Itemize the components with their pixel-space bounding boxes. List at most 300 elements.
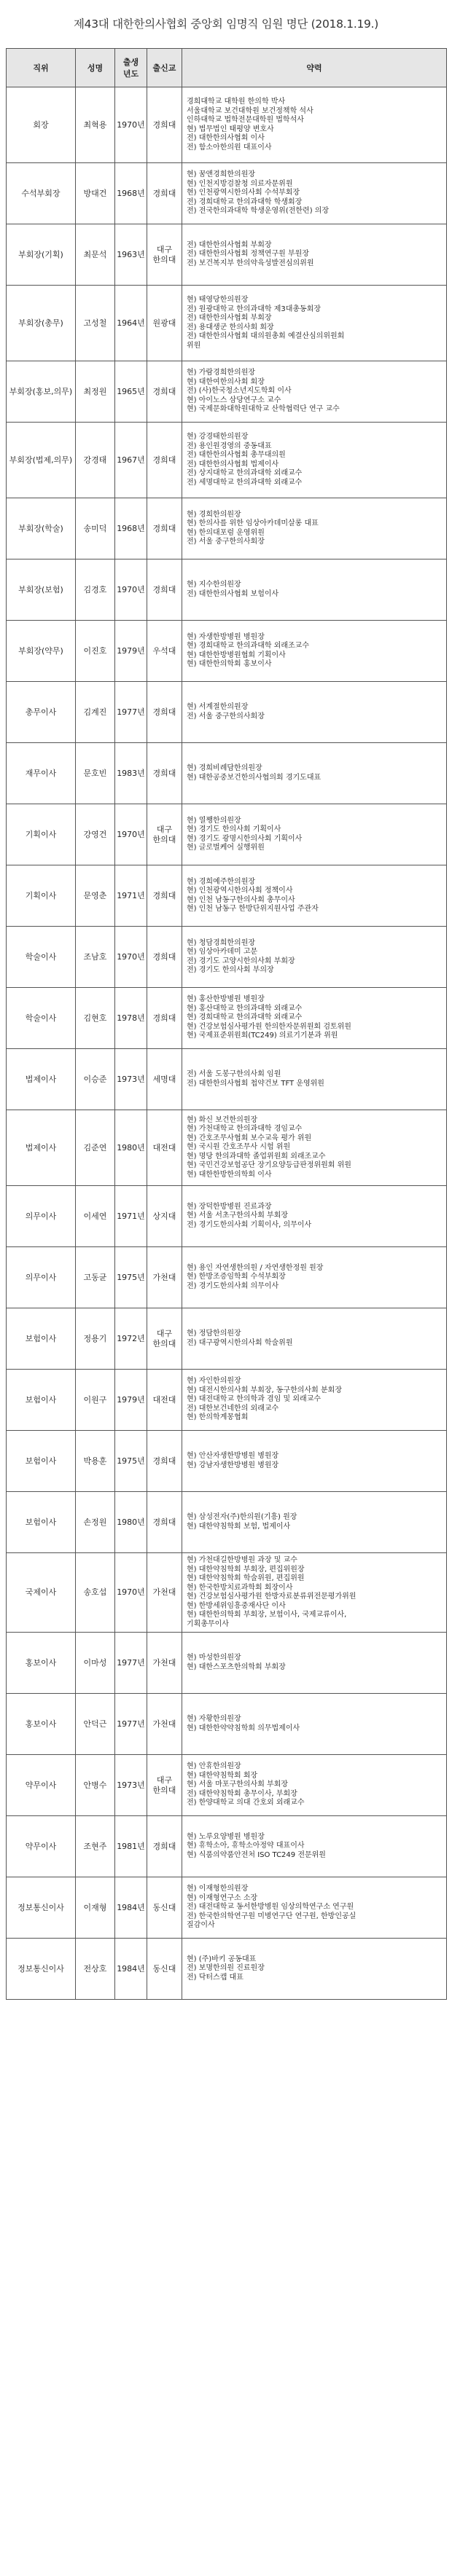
career-line: 현) 가천대학교 한의과대학 경임교수 bbox=[187, 1125, 303, 1134]
cell-career bbox=[182, 865, 447, 927]
career-line: 현) (주)바키 공동대표 bbox=[187, 1955, 257, 1963]
officers-table bbox=[6, 48, 447, 2000]
career-line: 현) 국민건강보험공단 장기요양등급판정위원회 위원 bbox=[187, 1161, 351, 1170]
cell-birth-year: 1971년 bbox=[115, 865, 147, 927]
career-line: 현) 경희예주한의원장 bbox=[187, 877, 256, 886]
table-row bbox=[7, 682, 447, 743]
career-line: 현) 서울 서초구한의사회 부회장 bbox=[187, 1212, 289, 1220]
career-line: 현) 경희대학교 한의과대학 외래조교수 bbox=[187, 642, 309, 650]
cell-name: 최문석 bbox=[76, 224, 115, 286]
cell-name: 강영건 bbox=[76, 804, 115, 865]
cell-position: 부회장(약무) bbox=[7, 621, 76, 682]
career-line: 현) 대한약침학회 보험, 법제이사 bbox=[187, 1522, 291, 1531]
cell-career bbox=[182, 1694, 447, 1755]
cell-name: 고성철 bbox=[76, 286, 115, 361]
cell-position: 정보통신이사 bbox=[7, 1877, 76, 1939]
cell-position: 정보통신이사 bbox=[7, 1939, 76, 2000]
career-line: 전) 대한보건네한의 외래교수 bbox=[187, 1404, 279, 1413]
cell-career bbox=[182, 1186, 447, 1247]
cell-name: 정용기 bbox=[76, 1308, 115, 1370]
career-line: 현) 대한한의학회 부회장, 보험이사, 국제교류이사, bbox=[187, 1611, 347, 1619]
career-line: 전) 대전대학교 동서한방병원 임상의학연구소 연구원 bbox=[187, 1903, 354, 1912]
cell-career bbox=[182, 1755, 447, 1816]
career-line: 현) 건강보험심사평가원 한의한자문위원회 검토위원 bbox=[187, 1022, 351, 1031]
cell-career bbox=[182, 361, 447, 423]
cell-birth-year: 1970년 bbox=[115, 1553, 147, 1633]
cell-career bbox=[182, 423, 447, 498]
career-line: 전) 서울 도봉구한의사회 임원 bbox=[187, 1070, 281, 1078]
career-line: 현) 식품의약품안전처 ISO TC249 전문위원 bbox=[187, 1850, 326, 1859]
career-line: 경희대학교 대학원 한의학 박사 bbox=[187, 98, 286, 106]
career-line: 전) 전국한의과대학 학생운영위(전한련) 의장 bbox=[187, 207, 330, 216]
career-line: 현) 글로벌케어 실행위원 bbox=[187, 844, 265, 852]
career-line: 현) 대한여한의사회 회장 bbox=[187, 377, 265, 386]
cell-position: 약무이사 bbox=[7, 1816, 76, 1877]
cell-position: 부회장(학술) bbox=[7, 498, 76, 559]
cell-position: 의무이사 bbox=[7, 1247, 76, 1308]
cell-career bbox=[182, 163, 447, 224]
career-line: 현) 가람경희한의원장 bbox=[187, 369, 256, 377]
cell-birth-year: 1979년 bbox=[115, 621, 147, 682]
career-line: 현) 건강보험심사평가원 한방자료분류위전문평가위원 bbox=[187, 1593, 356, 1601]
cell-birth-year: 1977년 bbox=[115, 1633, 147, 1694]
career-line: 현) 홍산대학교 한의과대학 외래교수 bbox=[187, 1004, 303, 1013]
career-line: 전) 원광대학교 한의과대학 제3대총동회장 bbox=[187, 305, 322, 313]
career-line: 현) 서울 마포구한의사회 부회장 bbox=[187, 1780, 289, 1789]
career-line: 전) 경기도한의사회 의무이사 bbox=[187, 1281, 279, 1290]
career-line: 현) 임상아카데미 고문 bbox=[187, 948, 258, 956]
career-line: 현) 한의학계몽협회 bbox=[187, 1413, 249, 1422]
table-row bbox=[7, 1186, 447, 1247]
table-row bbox=[7, 1049, 447, 1110]
career-line: 전) 대구광역시한의사회 학술위원 bbox=[187, 1338, 293, 1347]
cell-career bbox=[182, 1247, 447, 1308]
career-line: 전) 한국한의학연구원 미병연구단 연구원, 한방인공실 bbox=[187, 1912, 356, 1920]
table-row bbox=[7, 621, 447, 682]
career-line: 전) 상지대학교 한의과대학 외래교수 bbox=[187, 469, 303, 477]
cell-school: 경희대 bbox=[147, 1816, 182, 1877]
career-line: 인하대학교 법학전문대학원 법학석사 bbox=[187, 116, 304, 124]
career-line: 전) 용인원경영의 중동대표 bbox=[187, 441, 272, 450]
cell-career bbox=[182, 1308, 447, 1370]
cell-school: 대구 한의대 bbox=[147, 804, 182, 865]
cell-name: 송호섭 bbox=[76, 1553, 115, 1633]
career-line: 현) 국제문화대학원대학교 산학협력단 연구 교수 bbox=[187, 405, 340, 414]
career-line: 현) 경기도 광명시한의사회 기획이사 bbox=[187, 834, 303, 843]
career-line: 전) 대한한의사협회 부회장 bbox=[187, 314, 272, 322]
career-line: 현) 꿈앤경희한의원장 bbox=[187, 170, 256, 179]
cell-position: 회장 bbox=[7, 87, 76, 163]
page-title: 제43대 대한한의사협회 중앙회 임명직 임원 명단 (2018.1.19.) bbox=[74, 17, 378, 31]
table-row bbox=[7, 865, 447, 927]
table-row bbox=[7, 1370, 447, 1431]
career-line: 전) 대한한의사협회 법제이사 bbox=[187, 460, 279, 468]
table-row bbox=[7, 224, 447, 286]
cell-birth-year: 1968년 bbox=[115, 163, 147, 224]
cell-birth-year: 1964년 bbox=[115, 286, 147, 361]
cell-school: 경희대 bbox=[147, 361, 182, 423]
career-line: 현) 대전대학교 한의학과 겸임 및 외래교수 bbox=[187, 1395, 322, 1404]
career-line: 현) 대한약침학회 학술위원, 편집위원 bbox=[187, 1574, 305, 1582]
cell-name: 고동균 bbox=[76, 1247, 115, 1308]
cell-name: 김준연 bbox=[76, 1110, 115, 1186]
career-line: 현) 인천지방검찰청 의료자문위원 bbox=[187, 179, 293, 188]
career-line: 현) 자인한의원장 bbox=[187, 1377, 241, 1386]
career-line: 현) 경희한의원장 bbox=[187, 510, 241, 519]
cell-career bbox=[182, 743, 447, 804]
cell-school: 동신대 bbox=[147, 1939, 182, 2000]
table-row bbox=[7, 163, 447, 224]
cell-position: 보험이사 bbox=[7, 1370, 76, 1431]
cell-name: 전상호 bbox=[76, 1939, 115, 2000]
career-line: 현) 자생한방병원 병원장 bbox=[187, 632, 265, 641]
career-line: 현) 노루요양병원 병원장 bbox=[187, 1832, 265, 1841]
cell-birth-year: 1968년 bbox=[115, 498, 147, 559]
cell-position: 학술이사 bbox=[7, 988, 76, 1049]
career-line: 현) 이재형연구소 소장 bbox=[187, 1893, 258, 1902]
cell-position: 법제이사 bbox=[7, 1110, 76, 1186]
table-row bbox=[7, 1816, 447, 1877]
cell-name: 김계진 bbox=[76, 682, 115, 743]
career-line: 현) 대한한의학회 홍보이사 bbox=[187, 660, 272, 668]
cell-birth-year: 1970년 bbox=[115, 804, 147, 865]
career-line: 현) 경희대학교 한의과대학 외래교수 bbox=[187, 1013, 303, 1022]
cell-birth-year: 1970년 bbox=[115, 927, 147, 988]
cell-position: 법제이사 bbox=[7, 1049, 76, 1110]
career-line: 현) 인천광역시한의사회 수석부회장 bbox=[187, 189, 300, 197]
career-line: 현) 한의사를 위한 임상아카데미살롱 대표 bbox=[187, 519, 319, 527]
cell-school: 가천대 bbox=[147, 1247, 182, 1308]
cell-birth-year: 1963년 bbox=[115, 224, 147, 286]
cell-birth-year: 1980년 bbox=[115, 1492, 147, 1553]
table-row bbox=[7, 1492, 447, 1553]
table-row bbox=[7, 1633, 447, 1694]
cell-school: 원광대 bbox=[147, 286, 182, 361]
cell-birth-year: 1980년 bbox=[115, 1110, 147, 1186]
cell-name: 안덕근 bbox=[76, 1694, 115, 1755]
cell-birth-year: 1971년 bbox=[115, 1186, 147, 1247]
career-line: 현) 용인 자연생한의원 / 자연생한정원 원장 bbox=[187, 1263, 324, 1272]
career-line: 전) 서울 중구한의사회장 bbox=[187, 712, 265, 720]
career-line: 현) 정담한의원장 bbox=[187, 1330, 241, 1338]
cell-name: 문영춘 bbox=[76, 865, 115, 927]
header-name: 성명 bbox=[76, 49, 115, 87]
cell-birth-year: 1970년 bbox=[115, 87, 147, 163]
cell-school: 우석대 bbox=[147, 621, 182, 682]
cell-position: 기획이사 bbox=[7, 865, 76, 927]
table-row bbox=[7, 286, 447, 361]
cell-position: 부회장(홍보,의무) bbox=[7, 361, 76, 423]
career-line: 전) 서울 중구한의사회장 bbox=[187, 538, 265, 546]
career-line: 전) 경기도한의사회 기획이사, 의무이사 bbox=[187, 1220, 312, 1229]
cell-name: 강경태 bbox=[76, 423, 115, 498]
career-line: 전) 대한한의사협회 총무대의원 bbox=[187, 451, 286, 459]
cell-career bbox=[182, 1816, 447, 1877]
cell-career bbox=[182, 286, 447, 361]
career-line: 전) 보건복지부 한의약육성발전심의위원 bbox=[187, 259, 314, 267]
table-row bbox=[7, 423, 447, 498]
cell-position: 학술이사 bbox=[7, 927, 76, 988]
table-row bbox=[7, 361, 447, 423]
career-line: 전) 대한한의사협회 첩약건보 TFT 운영위원 bbox=[187, 1079, 324, 1088]
career-line: 현) 국제표준위원회(TC249) 의료기기분과 위원 bbox=[187, 1032, 338, 1040]
cell-career bbox=[182, 988, 447, 1049]
cell-name: 김현호 bbox=[76, 988, 115, 1049]
cell-birth-year: 1970년 bbox=[115, 559, 147, 621]
cell-birth-year: 1972년 bbox=[115, 1308, 147, 1370]
table-row bbox=[7, 927, 447, 988]
cell-birth-year: 1979년 bbox=[115, 1370, 147, 1431]
cell-position: 기획이사 bbox=[7, 804, 76, 865]
career-line: 현) 경기도 한의사회 기획이사 bbox=[187, 825, 281, 833]
cell-position: 국제이사 bbox=[7, 1553, 76, 1633]
career-line: 전) 대한한의사협회 대의원총회 예결산심의위원회 bbox=[187, 332, 345, 340]
career-line: 위원 bbox=[187, 341, 201, 350]
career-line: 현) 법무법인 태평양 변호사 bbox=[187, 125, 274, 133]
cell-career bbox=[182, 559, 447, 621]
cell-name: 이재형 bbox=[76, 1877, 115, 1939]
career-line: 현) 인천광역시한의사회 정책이사 bbox=[187, 887, 293, 895]
cell-position: 수석부회장 bbox=[7, 163, 76, 224]
career-line: 현) 대한약침학회 부회장, 편집위원장 bbox=[187, 1565, 305, 1574]
cell-career bbox=[182, 1370, 447, 1431]
career-line: 기획총무이사 bbox=[187, 1619, 229, 1628]
cell-school: 상지대 bbox=[147, 1186, 182, 1247]
career-line: 현) 한국한방치료과학회 회장이사 bbox=[187, 1583, 293, 1592]
career-line: 전) 대한한의사협회 정책연구원 부원장 bbox=[187, 250, 309, 259]
career-line: 현) 서계절한의원장 bbox=[187, 703, 249, 711]
career-line: 현) 한방세위임흥중재사단 이사 bbox=[187, 1601, 286, 1610]
cell-position: 총무이사 bbox=[7, 682, 76, 743]
table-row bbox=[7, 1755, 447, 1816]
cell-career bbox=[182, 87, 447, 163]
cell-birth-year: 1973년 bbox=[115, 1049, 147, 1110]
career-line: 현) 대한스포츠한의학회 부회장 bbox=[187, 1662, 286, 1671]
career-line: 전) 함소아한의원 대표이사 bbox=[187, 143, 272, 152]
table-row bbox=[7, 498, 447, 559]
cell-school: 경희대 bbox=[147, 1492, 182, 1553]
career-line: 전) 세명대학교 한의과대학 외래교수 bbox=[187, 478, 303, 487]
cell-position: 홍보이사 bbox=[7, 1633, 76, 1694]
career-line: 현) 삼성전자(주)한의원(기흥) 원장 bbox=[187, 1513, 297, 1521]
cell-name: 김경호 bbox=[76, 559, 115, 621]
cell-school: 대구 한의대 bbox=[147, 1308, 182, 1370]
table-row bbox=[7, 804, 447, 865]
career-line: 현) 한의대포럼 운영위원 bbox=[187, 528, 265, 537]
cell-name: 방대건 bbox=[76, 163, 115, 224]
career-line: 서울대학교 보건대학원 보건정책학 석사 bbox=[187, 106, 313, 115]
cell-school: 경희대 bbox=[147, 743, 182, 804]
career-line: 현) 아이노스 삼당연구소 교수 bbox=[187, 396, 281, 404]
career-line: 현) 대한공중보건한의사협의회 경기도대표 bbox=[187, 773, 322, 782]
cell-birth-year: 1978년 bbox=[115, 988, 147, 1049]
career-line: 현) 가천대길한방병원 과장 및 교수 bbox=[187, 1556, 297, 1564]
cell-career bbox=[182, 1939, 447, 2000]
table-body bbox=[7, 87, 447, 2000]
career-line: 현) 대한한약약침학회 의무법제이사 bbox=[187, 1724, 300, 1732]
cell-birth-year: 1965년 bbox=[115, 361, 147, 423]
cell-name: 이원구 bbox=[76, 1370, 115, 1431]
cell-position: 보험이사 bbox=[7, 1492, 76, 1553]
career-line: 현) 강남자생한방병원 병원장 bbox=[187, 1461, 279, 1469]
header-birth-year: 출생 년도 bbox=[115, 49, 147, 87]
career-line: 전) 용대생군 한의사회 회장 bbox=[187, 323, 274, 331]
career-line: 현) 지수한의원장 bbox=[187, 581, 241, 589]
career-line: 현) 간호조무사협회 보수교육 평가 위원 bbox=[187, 1134, 312, 1142]
cell-school: 경희대 bbox=[147, 988, 182, 1049]
career-line: 전) 보명한의원 진료원장 bbox=[187, 1964, 265, 1973]
career-line: 현) 휴학소아, 휴학소아정약 대표이사 bbox=[187, 1842, 305, 1850]
cell-birth-year: 1977년 bbox=[115, 682, 147, 743]
cell-school: 대구 한의대 bbox=[147, 224, 182, 286]
cell-birth-year: 1983년 bbox=[115, 743, 147, 804]
career-line: 질감이사 bbox=[187, 1921, 215, 1930]
career-line: 전) (사)한국청소년지도학회 이사 bbox=[187, 387, 292, 396]
cell-name: 최정원 bbox=[76, 361, 115, 423]
career-line: 현) 안산자생한방병원 병원장 bbox=[187, 1452, 279, 1460]
career-line: 현) 강경태한의원장 bbox=[187, 433, 249, 441]
cell-career bbox=[182, 682, 447, 743]
cell-birth-year: 1984년 bbox=[115, 1939, 147, 2000]
cell-position: 약무이사 bbox=[7, 1755, 76, 1816]
cell-birth-year: 1967년 bbox=[115, 423, 147, 498]
cell-school: 경희대 bbox=[147, 1431, 182, 1492]
career-line: 현) 홍산한방병원 병원장 bbox=[187, 995, 265, 1004]
table-row bbox=[7, 1877, 447, 1939]
cell-name: 이마성 bbox=[76, 1633, 115, 1694]
cell-name: 안병수 bbox=[76, 1755, 115, 1816]
career-line: 현) 명당 한의과대학 졸업위원회 외래조교수 bbox=[187, 1152, 326, 1161]
career-line: 현) 화신 보건한의원장 bbox=[187, 1115, 258, 1124]
cell-name: 문호빈 bbox=[76, 743, 115, 804]
cell-school: 경희대 bbox=[147, 498, 182, 559]
cell-school: 경희대 bbox=[147, 865, 182, 927]
cell-career bbox=[182, 927, 447, 988]
cell-school: 경희대 bbox=[147, 559, 182, 621]
table-row bbox=[7, 87, 447, 163]
table-row bbox=[7, 743, 447, 804]
cell-school: 경희대 bbox=[147, 87, 182, 163]
cell-name: 조남호 bbox=[76, 927, 115, 988]
cell-position: 홍보이사 bbox=[7, 1694, 76, 1755]
cell-name: 박용훈 bbox=[76, 1431, 115, 1492]
career-line: 전) 경희대학교 한의과대학 학생회장 bbox=[187, 197, 303, 206]
career-line: 현) 한방조증임학회 수석부회장 bbox=[187, 1273, 286, 1281]
cell-name: 이승준 bbox=[76, 1049, 115, 1110]
cell-career bbox=[182, 498, 447, 559]
cell-career bbox=[182, 1110, 447, 1186]
career-line: 현) 안휴한의원장 bbox=[187, 1762, 241, 1771]
cell-career bbox=[182, 1877, 447, 1939]
cell-position: 부회장(기획) bbox=[7, 224, 76, 286]
cell-school: 경희대 bbox=[147, 163, 182, 224]
career-line: 현) 경희비례담한의원장 bbox=[187, 764, 262, 772]
cell-birth-year: 1975년 bbox=[115, 1247, 147, 1308]
cell-position: 부회장(보험) bbox=[7, 559, 76, 621]
cell-career bbox=[182, 804, 447, 865]
table-row bbox=[7, 1553, 447, 1633]
cell-birth-year: 1984년 bbox=[115, 1877, 147, 1939]
cell-name: 손정원 bbox=[76, 1492, 115, 1553]
header-career: 약력 bbox=[182, 49, 447, 87]
header-position: 직위 bbox=[7, 49, 76, 87]
career-line: 현) 마성한의원장 bbox=[187, 1654, 241, 1662]
cell-career bbox=[182, 1633, 447, 1694]
cell-career bbox=[182, 1049, 447, 1110]
career-line: 전) 대한한의사협회 보험이사 bbox=[187, 589, 279, 598]
table-row bbox=[7, 559, 447, 621]
cell-career bbox=[182, 1492, 447, 1553]
career-line: 현) 열쨍한의원장 bbox=[187, 816, 241, 825]
cell-school: 경희대 bbox=[147, 927, 182, 988]
table-row bbox=[7, 1110, 447, 1186]
career-line: 현) 태영당한의원장 bbox=[187, 296, 249, 304]
cell-career bbox=[182, 621, 447, 682]
cell-career bbox=[182, 1553, 447, 1633]
cell-school: 경희대 bbox=[147, 423, 182, 498]
career-line: 전) 경기도 한의사회 부의장 bbox=[187, 966, 274, 974]
career-line: 현) 자황한의원장 bbox=[187, 1715, 241, 1723]
table-row bbox=[7, 1308, 447, 1370]
career-line: 전) 대한한의사협회 이사 bbox=[187, 134, 265, 142]
career-line: 전) 닥터스캡 대표 bbox=[187, 1973, 243, 1982]
career-line: 전) 대한약침학회 총무이사, 부회장 bbox=[187, 1789, 297, 1798]
cell-career bbox=[182, 224, 447, 286]
table-row bbox=[7, 988, 447, 1049]
career-line: 현) 인천 남동구 한방단위지원사업 주관자 bbox=[187, 905, 319, 913]
career-line: 전) 경기도 고양시한의사회 부회장 bbox=[187, 957, 295, 965]
cell-position: 부회장(법제,의무) bbox=[7, 423, 76, 498]
cell-school: 세명대 bbox=[147, 1049, 182, 1110]
table-header-row bbox=[7, 49, 447, 87]
cell-school: 동신대 bbox=[147, 1877, 182, 1939]
career-line: 현) 국시원 간호조무사 시험 위원 bbox=[187, 1143, 291, 1152]
cell-position: 보험이사 bbox=[7, 1431, 76, 1492]
cell-school: 가천대 bbox=[147, 1694, 182, 1755]
cell-name: 송미덕 bbox=[76, 498, 115, 559]
cell-school: 경희대 bbox=[147, 682, 182, 743]
career-line: 현) 인천 남동구한의사회 총무이사 bbox=[187, 895, 295, 904]
table-row bbox=[7, 1431, 447, 1492]
cell-birth-year: 1973년 bbox=[115, 1755, 147, 1816]
cell-birth-year: 1981년 bbox=[115, 1816, 147, 1877]
career-line: 현) 청담경희한의원장 bbox=[187, 938, 256, 947]
cell-birth-year: 1975년 bbox=[115, 1431, 147, 1492]
cell-name: 이세연 bbox=[76, 1186, 115, 1247]
table-row bbox=[7, 1694, 447, 1755]
cell-school: 대전대 bbox=[147, 1370, 182, 1431]
cell-name: 조현주 bbox=[76, 1816, 115, 1877]
career-line: 현) 이재형한의원장 bbox=[187, 1885, 249, 1893]
cell-school: 가천대 bbox=[147, 1553, 182, 1633]
career-line: 현) 장덕한방병원 진료과장 bbox=[187, 1202, 272, 1211]
career-line: 현) 대한한방한의학회 이사 bbox=[187, 1170, 272, 1179]
career-line: 전) 한양대학교 의대 간호외 외래교수 bbox=[187, 1799, 305, 1807]
cell-position: 의무이사 bbox=[7, 1186, 76, 1247]
cell-career bbox=[182, 1431, 447, 1492]
cell-position: 재무이사 bbox=[7, 743, 76, 804]
table-row bbox=[7, 1939, 447, 2000]
cell-position: 보험이사 bbox=[7, 1308, 76, 1370]
cell-school: 대전대 bbox=[147, 1110, 182, 1186]
career-line: 전) 대한한의사협회 부회장 bbox=[187, 240, 272, 249]
career-line: 현) 대한한방병원협회 기획이사 bbox=[187, 651, 286, 659]
cell-name: 이진호 bbox=[76, 621, 115, 682]
career-line: 현) 대전시한의사회 부회장, 동구한의사회 분회장 bbox=[187, 1386, 342, 1394]
cell-name: 최혁용 bbox=[76, 87, 115, 163]
cell-school: 대구 한의대 bbox=[147, 1755, 182, 1816]
cell-school: 가천대 bbox=[147, 1633, 182, 1694]
